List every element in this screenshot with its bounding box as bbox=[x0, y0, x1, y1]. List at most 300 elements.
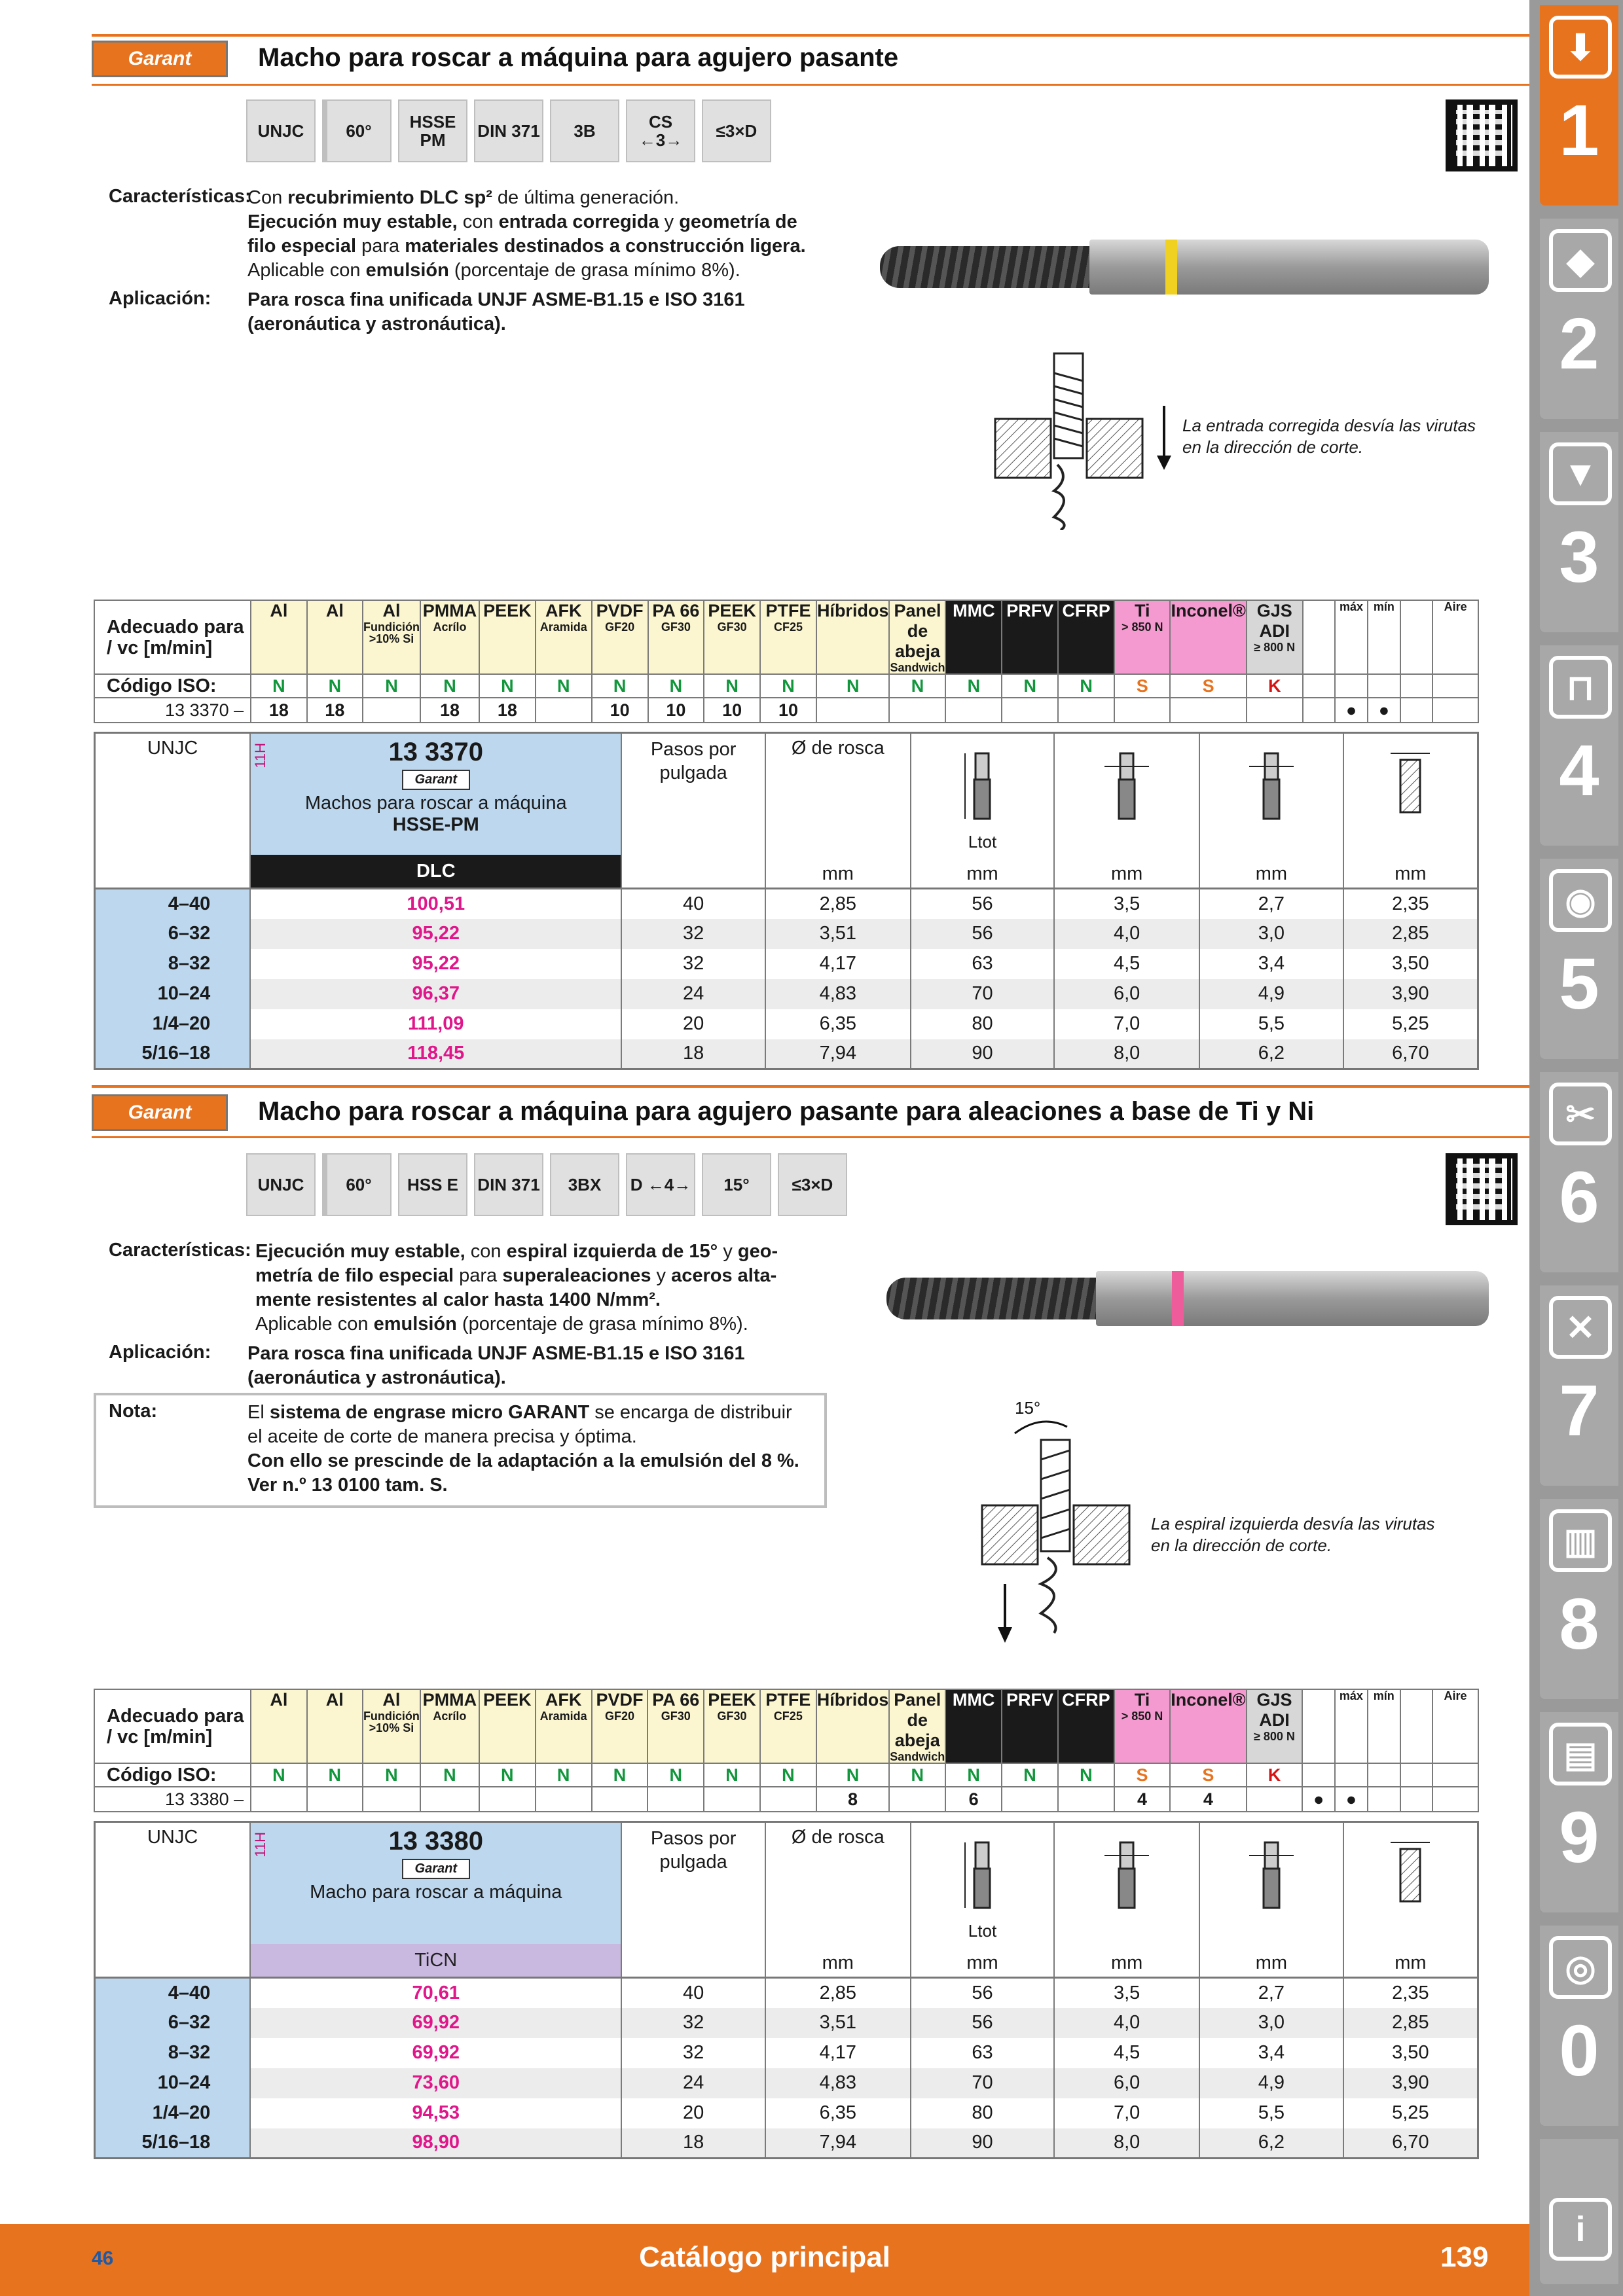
iso-code: N bbox=[889, 1763, 945, 1787]
wrench-icon: ✂ bbox=[1549, 1083, 1612, 1145]
material-name: AFK bbox=[545, 601, 582, 620]
diameter-header bbox=[765, 733, 911, 889]
material-column-header bbox=[1002, 600, 1058, 674]
text-segment: se encarga de distribuir bbox=[589, 1402, 792, 1423]
cutting-speed: 18 bbox=[251, 698, 306, 723]
material-sub: Sandwich bbox=[890, 661, 945, 674]
material-sub: > 850 N bbox=[1121, 1710, 1163, 1723]
material-name: GJS ADI bbox=[1256, 1690, 1292, 1730]
dimension-value: 3,90 bbox=[1343, 979, 1478, 1009]
chapter-tab-0[interactable] bbox=[1540, 1926, 1618, 2126]
ltot-label: Ltot bbox=[968, 832, 997, 852]
chapter-tab-3[interactable] bbox=[1540, 432, 1618, 632]
dimension-value: 4,9 bbox=[1199, 2068, 1343, 2098]
material-name: PEEK bbox=[708, 1690, 756, 1710]
diameter-label: Ø de rosca bbox=[791, 1827, 884, 1848]
material-name: Panel de abeja bbox=[894, 1690, 941, 1750]
material-name: GJS ADI bbox=[1256, 601, 1292, 641]
material-column-header bbox=[1170, 600, 1246, 674]
cutting-speed bbox=[889, 698, 945, 723]
dimension-header bbox=[911, 1822, 1055, 1978]
iso-code-label: Código ISO: bbox=[94, 674, 251, 698]
dimension-value: 32 bbox=[621, 2008, 765, 2038]
footer-title: Catálogo principal bbox=[639, 2241, 890, 2273]
spec-icon: HSSE PM bbox=[398, 99, 467, 162]
spec-icon: 60° bbox=[322, 1153, 392, 1216]
cutting-speed: 10 bbox=[704, 698, 760, 723]
empty-cell bbox=[1335, 674, 1368, 698]
dimension-value: 5,25 bbox=[1343, 2098, 1478, 2128]
empty-cell bbox=[1368, 674, 1400, 698]
material-sub: ≥ 800 N bbox=[1254, 1730, 1295, 1743]
coolant-mark: ● bbox=[1335, 1787, 1368, 1812]
dimension-value: 20 bbox=[621, 2098, 765, 2128]
caliper-icon: ⊓ bbox=[1549, 656, 1612, 719]
text-segment: geo- bbox=[737, 1241, 778, 1262]
caracteristicas-label: Características: bbox=[109, 186, 251, 207]
tap-in-hole-diagram bbox=[976, 1388, 1133, 1649]
coolant-header bbox=[1368, 1689, 1400, 1763]
chapter-number: 0 bbox=[1559, 2011, 1599, 2091]
material-column-header bbox=[536, 1689, 592, 1763]
text-segment: filo especial bbox=[247, 236, 357, 257]
spec-icon: 3BX bbox=[550, 1153, 619, 1216]
section-rule bbox=[92, 1136, 1529, 1138]
material-column-header bbox=[420, 1689, 479, 1763]
text-segment: Ejecución muy estable, bbox=[247, 211, 458, 232]
iso-code: N bbox=[251, 674, 306, 698]
iso-code: N bbox=[420, 674, 479, 698]
dimension-value: 4,5 bbox=[1054, 949, 1199, 979]
text-segment: Con bbox=[247, 187, 288, 208]
iso-code: S bbox=[1114, 1763, 1170, 1787]
iso-code: N bbox=[479, 674, 536, 698]
dimension-value: 5,25 bbox=[1343, 1009, 1478, 1039]
diagram-caption: La espiral izquierda desvía las virutas en la dirección de corte. bbox=[1151, 1514, 1435, 1555]
thread-size: 8–32 bbox=[95, 2038, 251, 2068]
material-column-header bbox=[1247, 600, 1303, 674]
cutting-speed: 10 bbox=[648, 698, 704, 723]
text-segment: y bbox=[718, 1241, 738, 1262]
material-name: PEEK bbox=[708, 601, 756, 620]
chapter-tab-6[interactable] bbox=[1540, 1072, 1618, 1272]
pliers-icon: ✕ bbox=[1549, 1296, 1612, 1359]
thread-size: 8–32 bbox=[95, 949, 251, 979]
suitability-header-label: Adecuado para / vc [m/min] bbox=[94, 1689, 251, 1763]
material-name: PA 66 bbox=[652, 601, 700, 620]
iso-code: N bbox=[536, 1763, 592, 1787]
cutting-speed bbox=[420, 1787, 479, 1812]
core-hole-icon bbox=[1384, 1836, 1436, 1914]
material-sub: Fundición >10% Si bbox=[363, 1710, 420, 1734]
thread-type: UNJC bbox=[95, 1822, 251, 1978]
dimension-value: 56 bbox=[911, 919, 1055, 949]
dimension-value: 7,0 bbox=[1054, 1009, 1199, 1039]
unit-label: mm bbox=[822, 1952, 854, 1973]
chapter-tab-4[interactable] bbox=[1540, 645, 1618, 846]
pasos-header: Pasos por pulgada bbox=[621, 1822, 765, 1978]
price: 111,09 bbox=[250, 1009, 621, 1039]
material-sub: Acrílo bbox=[433, 1710, 467, 1723]
thread-size: 10–24 bbox=[95, 979, 251, 1009]
chapter-tab-8[interactable] bbox=[1540, 1499, 1618, 1699]
dimension-value: 90 bbox=[911, 1039, 1055, 1069]
text-segment: Ver n.º 13 0100 tam. S. bbox=[247, 1475, 448, 1496]
text-segment: El bbox=[247, 1402, 270, 1423]
chapter-number: 5 bbox=[1559, 944, 1599, 1024]
material-sub: GF20 bbox=[605, 620, 635, 634]
price: 94,53 bbox=[250, 2098, 621, 2128]
dimension-value: 2,7 bbox=[1199, 889, 1343, 919]
material-name: PEEK bbox=[483, 1690, 532, 1710]
iso-code: N bbox=[816, 674, 890, 698]
dimension-value: 4,83 bbox=[765, 2068, 911, 2098]
dimension-value: 6,2 bbox=[1199, 1039, 1343, 1069]
dimension-value: 70 bbox=[911, 979, 1055, 1009]
material-name: Al bbox=[382, 1690, 401, 1710]
dimension-value: 80 bbox=[911, 2098, 1055, 2128]
spec-icon: D ←4→ bbox=[626, 1153, 695, 1216]
tap-in-hole-diagram bbox=[989, 347, 1146, 530]
dimension-value: 6,70 bbox=[1343, 2128, 1478, 2159]
iso-code: N bbox=[945, 674, 1002, 698]
dimension-value: 4,17 bbox=[765, 2038, 911, 2068]
unit-label: mm bbox=[966, 1952, 998, 1973]
spec-icon: UNJC bbox=[246, 1153, 316, 1216]
iso-code: N bbox=[648, 674, 704, 698]
dimension-value: 4,5 bbox=[1054, 2038, 1199, 2068]
material-name: PVDF bbox=[596, 601, 644, 620]
workbench-icon: ▥ bbox=[1549, 1509, 1612, 1572]
cutting-speed bbox=[1002, 698, 1058, 723]
iso-code: N bbox=[363, 674, 420, 698]
cutting-speed: 18 bbox=[307, 698, 363, 723]
dimension-value: 2,85 bbox=[1343, 919, 1478, 949]
dimension-value: 5,5 bbox=[1199, 2098, 1343, 2128]
unit-label: mm bbox=[822, 863, 854, 884]
aplicacion-label: Aplicación: bbox=[109, 288, 211, 309]
material-column-header bbox=[251, 600, 306, 674]
suitability-table bbox=[94, 1689, 1479, 1812]
thread-size: 4–40 bbox=[95, 889, 251, 919]
material-column-header bbox=[704, 600, 760, 674]
text-segment: geometría de bbox=[679, 211, 797, 232]
price: 73,60 bbox=[250, 2068, 621, 2098]
caracteristicas-text bbox=[247, 186, 806, 283]
dimension-value: 63 bbox=[911, 2038, 1055, 2068]
chapter-tab-5[interactable] bbox=[1540, 859, 1618, 1059]
material-column-header bbox=[889, 1689, 945, 1763]
coolant-header bbox=[1303, 600, 1336, 674]
price: 70,61 bbox=[250, 1978, 621, 2008]
section-rule bbox=[92, 84, 1529, 86]
material-column-header bbox=[1114, 600, 1170, 674]
coolant-label: mín bbox=[1373, 600, 1395, 613]
dimension-value: 80 bbox=[911, 1009, 1055, 1039]
garant-logo: Garant bbox=[92, 1094, 228, 1131]
thread-type: UNJC bbox=[95, 733, 251, 889]
dimension-value: 3,0 bbox=[1199, 2008, 1343, 2038]
cutting-speed bbox=[363, 698, 420, 723]
empty-cell bbox=[1368, 1763, 1400, 1787]
dimension-value: 4,0 bbox=[1054, 2008, 1199, 2038]
dimension-header bbox=[1199, 1822, 1343, 1978]
dimension-value: 56 bbox=[911, 2008, 1055, 2038]
thread-size: 6–32 bbox=[95, 2008, 251, 2038]
thread-size: 10–24 bbox=[95, 2068, 251, 2098]
dimension-value: 2,85 bbox=[765, 889, 911, 919]
iso-code: S bbox=[1170, 1763, 1246, 1787]
thread-size: 1/4–20 bbox=[95, 2098, 251, 2128]
dimension-value: 6,2 bbox=[1199, 2128, 1343, 2159]
material-name: Al bbox=[325, 1690, 344, 1710]
text-segment: emulsión bbox=[373, 1314, 457, 1335]
dimension-value: 2,35 bbox=[1343, 889, 1478, 919]
dimension-value: 18 bbox=[621, 2128, 765, 2159]
material-sub: CF25 bbox=[773, 1710, 803, 1723]
text-segment: para bbox=[454, 1265, 503, 1286]
material-sub: Fundición >10% Si bbox=[363, 620, 420, 645]
material-name: PRFV bbox=[1006, 601, 1054, 620]
dimension-value: 3,51 bbox=[765, 919, 911, 949]
tolerance-class: 11H bbox=[252, 743, 269, 768]
core-hole-icon bbox=[1384, 747, 1436, 825]
cutting-speed bbox=[592, 1787, 648, 1812]
material-column-header bbox=[704, 1689, 760, 1763]
page-footer bbox=[0, 2224, 1529, 2296]
price: 100,51 bbox=[250, 889, 621, 919]
text-segment: superaleaciones bbox=[502, 1265, 651, 1286]
iso-code: N bbox=[363, 1763, 420, 1787]
coating-label: TiCN bbox=[251, 1944, 621, 1977]
iso-code: N bbox=[704, 674, 760, 698]
cutting-speed bbox=[251, 1787, 306, 1812]
empty-cell bbox=[1335, 1763, 1368, 1787]
chuck-icon: ▼ bbox=[1549, 442, 1612, 505]
dimension-value: 3,4 bbox=[1199, 949, 1343, 979]
price: 96,37 bbox=[250, 979, 621, 1009]
coolant-mark: ● bbox=[1368, 698, 1400, 723]
cutting-speed bbox=[647, 1787, 704, 1812]
spec-icon: 3B bbox=[550, 99, 619, 162]
dimension-value: 3,4 bbox=[1199, 2038, 1343, 2068]
spec-icon: 60° bbox=[322, 99, 392, 162]
article-header bbox=[250, 1822, 621, 1978]
chapter-number: 1 bbox=[1559, 90, 1599, 171]
chapter-number: 7 bbox=[1559, 1371, 1599, 1451]
material-column-header bbox=[479, 1689, 536, 1763]
cutting-speed bbox=[479, 1787, 536, 1812]
text-segment: Aplicable con bbox=[247, 260, 366, 281]
material-name: PRFV bbox=[1006, 1690, 1053, 1710]
coolant-label: mín bbox=[1373, 1689, 1395, 1702]
material-column-header bbox=[889, 600, 945, 674]
dimension-value: 6,0 bbox=[1054, 2068, 1199, 2098]
cutting-speed: 6 bbox=[945, 1787, 1002, 1812]
dimension-header bbox=[1343, 733, 1478, 889]
unit-label: mm bbox=[1255, 863, 1288, 884]
coolant-label: máx bbox=[1339, 1689, 1363, 1702]
cutting-speed: 18 bbox=[479, 698, 536, 723]
material-name: Al bbox=[382, 601, 401, 620]
text-segment: aceros alta- bbox=[671, 1265, 777, 1286]
material-sub: > 850 N bbox=[1121, 620, 1163, 634]
price: 118,45 bbox=[250, 1039, 621, 1069]
qr-code[interactable] bbox=[1446, 99, 1518, 171]
coolant-header bbox=[1335, 600, 1368, 674]
iso-code: N bbox=[1002, 674, 1058, 698]
dimension-value: 4,0 bbox=[1054, 919, 1199, 949]
dimension-value: 2,85 bbox=[765, 1978, 911, 2008]
dimension-value: 5,5 bbox=[1199, 1009, 1343, 1039]
text-segment: emulsión bbox=[365, 260, 449, 281]
product-dimension-table bbox=[94, 1821, 1479, 2159]
dimension-value: 32 bbox=[621, 2038, 765, 2068]
dimension-value: 24 bbox=[621, 2068, 765, 2098]
iso-code: N bbox=[479, 1763, 536, 1787]
empty-cell bbox=[1303, 674, 1336, 698]
dimension-header bbox=[911, 733, 1055, 889]
coolant-header bbox=[1432, 1689, 1478, 1763]
tap-image bbox=[886, 1271, 1489, 1326]
safety-glasses-icon: ◎ bbox=[1549, 1936, 1612, 1999]
coolant-header bbox=[1400, 600, 1433, 674]
qr-code[interactable] bbox=[1446, 1153, 1518, 1225]
spec-icon: DIN 371 bbox=[474, 1153, 543, 1216]
cutting-speed bbox=[1114, 698, 1170, 723]
cutting-speed: 10 bbox=[760, 698, 816, 723]
text-segment: de última generación. bbox=[492, 187, 680, 208]
nota-label: Nota: bbox=[109, 1401, 158, 1422]
dimension-value: 7,0 bbox=[1054, 2098, 1199, 2128]
thread-size: 4–40 bbox=[95, 1978, 251, 2008]
cutting-speed bbox=[816, 698, 890, 723]
material-sub: CF25 bbox=[774, 620, 803, 634]
material-column-header bbox=[479, 600, 536, 674]
angle-label: 15° bbox=[1015, 1398, 1041, 1418]
material-column-header bbox=[592, 1689, 648, 1763]
dimension-value: 56 bbox=[911, 1978, 1055, 2008]
cutting-speed bbox=[363, 1787, 420, 1812]
caracteristicas-text bbox=[255, 1240, 778, 1336]
iso-code-label: Código ISO: bbox=[94, 1763, 251, 1787]
material-name: CFRP bbox=[1062, 1690, 1110, 1710]
material-column-header bbox=[945, 1689, 1002, 1763]
iso-code: S bbox=[1170, 674, 1246, 698]
material-name: Al bbox=[270, 601, 288, 620]
material-column-header bbox=[1058, 600, 1114, 674]
chapter-tab-i[interactable] bbox=[1540, 2139, 1618, 2284]
ltot-label: Ltot bbox=[968, 1921, 997, 1941]
pasos-header: Pasos por pulgada bbox=[621, 733, 765, 889]
material-column-header bbox=[1058, 1689, 1114, 1763]
material-column-header bbox=[816, 600, 890, 674]
dimension-value: 3,50 bbox=[1343, 949, 1478, 979]
article-number: 13 3370 bbox=[388, 738, 484, 766]
iso-code: N bbox=[1058, 1763, 1114, 1787]
coolant-mark bbox=[1368, 1787, 1400, 1812]
iso-code: N bbox=[307, 1763, 363, 1787]
coolant-mark: ● bbox=[1335, 698, 1368, 723]
cutting-speed bbox=[704, 1787, 760, 1812]
material-name: Panel de abeja bbox=[894, 601, 941, 661]
chapter-tab-1[interactable] bbox=[1540, 5, 1618, 206]
coolant-header bbox=[1302, 1689, 1335, 1763]
chapter-tab-7[interactable] bbox=[1540, 1285, 1618, 1486]
coolant-mark bbox=[1432, 698, 1478, 723]
coolant-header bbox=[1400, 1689, 1432, 1763]
text-segment: Con ello se prescinde de la adaptación a la emulsión del 8 %. bbox=[247, 1450, 799, 1471]
price: 95,22 bbox=[250, 949, 621, 979]
material-column-header bbox=[945, 600, 1002, 674]
aplicacion-text: Para rosca fina unificada UNJF ASME-B1.15 e ISO 3161 (aeronáutica y astronáutica). bbox=[247, 289, 745, 334]
text-segment: con bbox=[465, 1241, 507, 1262]
material-sub: GF20 bbox=[605, 1710, 635, 1723]
chapter-number: 8 bbox=[1559, 1584, 1599, 1664]
price: 95,22 bbox=[250, 919, 621, 949]
chapter-number: 9 bbox=[1559, 1797, 1599, 1878]
material-name: PTFE bbox=[765, 601, 811, 620]
iso-code: S bbox=[1114, 674, 1170, 698]
material-name: Inconel® bbox=[1171, 601, 1246, 620]
cutting-speed bbox=[1170, 698, 1246, 723]
empty-cell bbox=[1302, 1763, 1335, 1787]
product-description: Macho para roscar a máquina bbox=[310, 1882, 562, 1903]
article-code: 13 3380 – bbox=[94, 1787, 251, 1812]
chapter-tab-2[interactable] bbox=[1540, 219, 1618, 419]
aplicacion-label: Aplicación: bbox=[109, 1342, 211, 1363]
dimension-value: 2,7 bbox=[1199, 1978, 1343, 2008]
dimension-value: 6,0 bbox=[1054, 979, 1199, 1009]
unit-label: mm bbox=[1111, 1952, 1143, 1973]
material-name: PTFE bbox=[765, 1690, 811, 1710]
dimension-value: 8,0 bbox=[1054, 1039, 1199, 1069]
material-column-header bbox=[816, 1689, 890, 1763]
dimension-header bbox=[1054, 1822, 1199, 1978]
material-name: CFRP bbox=[1062, 601, 1110, 620]
coolant-mark bbox=[1400, 698, 1433, 723]
diameter-label: Ø de rosca bbox=[791, 738, 884, 759]
unit-label: mm bbox=[1255, 1952, 1288, 1973]
dimension-value: 7,94 bbox=[765, 2128, 911, 2159]
cutting-speed: 4 bbox=[1114, 1787, 1170, 1812]
unit-label: mm bbox=[1111, 863, 1143, 884]
material-name: PMMA bbox=[422, 601, 477, 620]
diagram-caption: La entrada corregida desvía las virutas en la dirección de corte. bbox=[1182, 416, 1476, 457]
text-segment: Aplicable con bbox=[255, 1314, 374, 1335]
shank-diameter-icon bbox=[1101, 747, 1153, 825]
text-segment: y bbox=[659, 211, 680, 232]
dimension-value: 4,9 bbox=[1199, 979, 1343, 1009]
chapter-tab-9[interactable] bbox=[1540, 1712, 1618, 1912]
price: 69,92 bbox=[250, 2038, 621, 2068]
material-name: Híbridos bbox=[816, 1690, 889, 1710]
article-code: 13 3370 – bbox=[94, 698, 251, 723]
text-segment: materiales destinados a construcción ligera. bbox=[405, 236, 806, 257]
material-sub: ≥ 800 N bbox=[1254, 641, 1296, 654]
material-column-header bbox=[1002, 1689, 1058, 1763]
text-segment: recubrimiento DLC sp² bbox=[287, 187, 492, 208]
coolant-mark bbox=[1432, 1787, 1478, 1812]
material-column-header bbox=[420, 600, 479, 674]
material-name: PMMA bbox=[422, 1690, 477, 1710]
material-sub: Acrílo bbox=[433, 620, 467, 634]
footer-page-right: 139 bbox=[1440, 2241, 1489, 2273]
dimension-value: 3,0 bbox=[1199, 919, 1343, 949]
text-segment: espiral izquierda de 15° bbox=[506, 1241, 718, 1262]
iso-code: N bbox=[307, 674, 363, 698]
material-name: Ti bbox=[1134, 601, 1150, 620]
